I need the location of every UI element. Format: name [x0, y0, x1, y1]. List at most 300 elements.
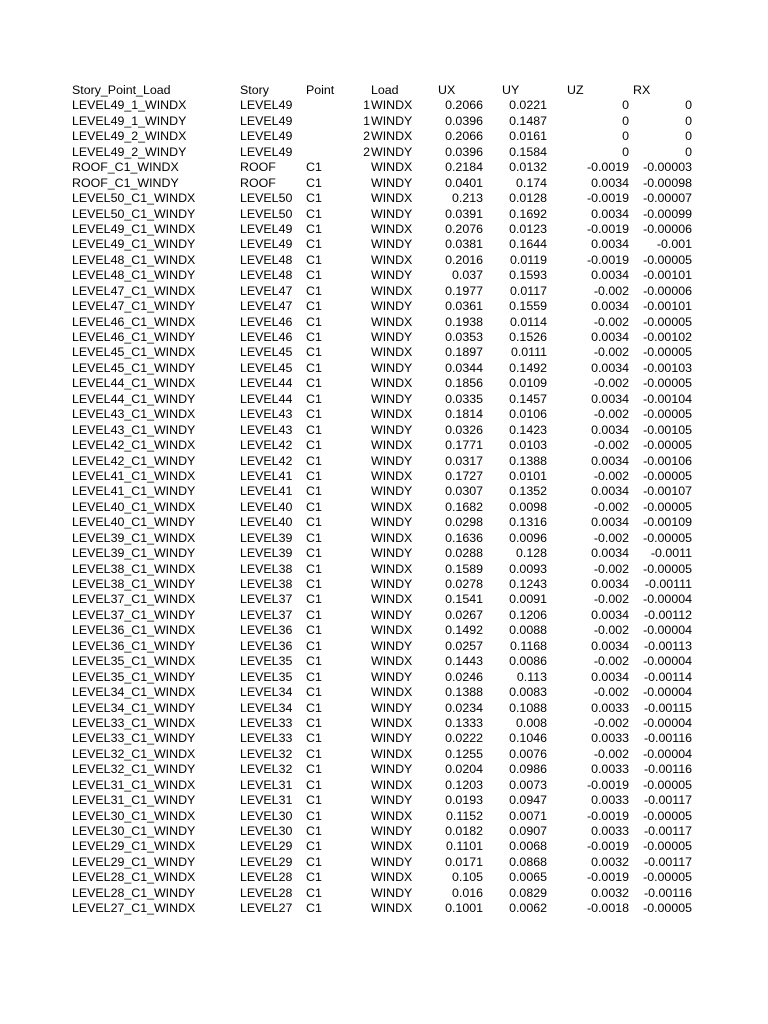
header-story: Story — [240, 83, 269, 97]
cell-load: WINDY — [371, 638, 413, 653]
cell-load: WINDY — [371, 793, 413, 808]
cell-story-point-load: LEVEL30_C1_WINDY — [72, 824, 196, 838]
table-row — [0, 98, 768, 113]
cell-story: LEVEL45 — [240, 360, 293, 375]
cell-point: C1 — [306, 808, 322, 823]
cell-ux: 0.0335 — [445, 391, 483, 406]
cell-uz: 0.0034 — [591, 237, 629, 252]
cell-story-point-load: LEVEL34_C1_WINDX — [72, 685, 196, 700]
cell-load: WINDX — [371, 685, 413, 700]
cell-ux: 0.1255 — [445, 746, 483, 761]
cell-load: WINDY — [371, 453, 413, 468]
cell-ux: 0.1589 — [445, 561, 483, 576]
cell-ux: 0.1152 — [446, 808, 483, 823]
cell-uz: 0 — [622, 144, 629, 159]
cell-uz: -0.002 — [593, 499, 629, 514]
cell-story: LEVEL34 — [240, 685, 293, 700]
cell-story-point-load: LEVEL41_C1_WINDX — [72, 468, 196, 483]
cell-load: WINDX — [371, 438, 413, 453]
cell-story: LEVEL44 — [240, 391, 293, 406]
cell-uz: -0.002 — [593, 623, 629, 638]
cell-uy: 0.0117 — [510, 283, 547, 298]
cell-story-point-load: LEVEL50_C1_WINDY — [72, 206, 196, 221]
cell-story-point-load: ROOF_C1_WINDX — [72, 160, 179, 175]
cell-load: WINDY — [371, 854, 413, 869]
cell-story-point-load: LEVEL40_C1_WINDX — [72, 499, 196, 514]
cell-load: WINDX — [371, 98, 413, 113]
table-row — [0, 701, 768, 716]
cell-uy: 0.0868 — [509, 854, 547, 869]
cell-story-point-load: LEVEL38_C1_WINDY — [72, 577, 196, 591]
cell-uy: 0.0073 — [509, 777, 547, 792]
cell-rx: -0.00005 — [643, 407, 692, 422]
table-row — [0, 639, 768, 654]
cell-story: LEVEL49 — [240, 237, 293, 252]
table-row — [0, 901, 768, 916]
cell-ux: 0.1443 — [445, 654, 483, 669]
cell-uz: 0.0034 — [591, 391, 629, 406]
cell-point: C1 — [306, 870, 322, 885]
table-row — [0, 793, 768, 808]
cell-story: LEVEL39 — [240, 546, 293, 561]
cell-point: C1 — [306, 546, 322, 561]
cell-load: WINDX — [371, 561, 413, 576]
cell-point: C1 — [306, 530, 322, 545]
cell-story: LEVEL30 — [240, 824, 293, 838]
cell-story: LEVEL45 — [240, 345, 293, 360]
cell-uy: 0.0083 — [509, 685, 547, 700]
cell-story: LEVEL49 — [240, 144, 293, 159]
cell-point: C1 — [306, 268, 322, 283]
cell-point: 1 — [363, 113, 370, 128]
cell-point: C1 — [306, 715, 322, 730]
cell-story: LEVEL29 — [240, 839, 293, 854]
cell-rx: -0.00005 — [643, 777, 692, 792]
cell-uy: 0.1206 — [509, 607, 547, 622]
table-row — [0, 592, 768, 607]
table-row — [0, 623, 768, 638]
cell-uy: 0.0132 — [509, 160, 547, 175]
cell-story: LEVEL38 — [240, 577, 293, 591]
cell-uy: 0.0829 — [509, 885, 547, 900]
cell-uz: 0.0034 — [591, 422, 629, 437]
cell-story-point-load: LEVEL36_C1_WINDY — [72, 638, 196, 653]
cell-uy: 0.1526 — [509, 330, 547, 344]
cell-load: WINDX — [371, 839, 413, 854]
cell-load: WINDY — [371, 268, 413, 283]
cell-point: C1 — [306, 777, 322, 792]
cell-ux: 0.0401 — [445, 175, 483, 190]
cell-story-point-load: LEVEL49_2_WINDY — [72, 144, 187, 159]
cell-ux: 0.0391 — [445, 206, 483, 221]
cell-load: WINDY — [371, 422, 413, 437]
cell-load: WINDY — [371, 206, 413, 221]
cell-uy: 0.0071 — [509, 808, 547, 823]
cell-load: WINDX — [371, 252, 413, 267]
cell-story-point-load: LEVEL34_C1_WINDY — [72, 700, 196, 715]
cell-load: WINDY — [371, 237, 413, 252]
cell-story-point-load: LEVEL39_C1_WINDX — [72, 530, 196, 545]
cell-uz: -0.002 — [593, 592, 629, 607]
cell-story-point-load: LEVEL38_C1_WINDX — [72, 561, 196, 576]
cell-uz: 0.0034 — [591, 330, 629, 344]
cell-ux: 0.2016 — [445, 252, 483, 267]
cell-load: WINDX — [371, 530, 413, 545]
cell-load: WINDX — [371, 777, 413, 792]
cell-rx: 0 — [685, 98, 692, 113]
cell-uz: -0.0019 — [586, 191, 629, 206]
cell-ux: 0.2076 — [445, 221, 483, 236]
cell-uz: -0.002 — [593, 654, 629, 669]
table-row — [0, 685, 768, 700]
cell-load: WINDX — [371, 623, 413, 638]
table-row — [0, 731, 768, 746]
cell-uy: 0.1168 — [510, 638, 547, 653]
table-row — [0, 345, 768, 360]
cell-story: LEVEL29 — [240, 854, 293, 869]
cell-story-point-load: LEVEL49_1_WINDY — [72, 113, 187, 128]
header-uz: UZ — [567, 83, 584, 97]
cell-uy: 0.0076 — [509, 746, 547, 761]
table-row — [0, 546, 768, 561]
table-row — [0, 716, 768, 731]
cell-story: LEVEL41 — [240, 468, 293, 483]
cell-point: C1 — [306, 453, 322, 468]
cell-load: WINDY — [371, 824, 413, 838]
cell-point: C1 — [306, 577, 322, 591]
cell-point: C1 — [306, 901, 322, 916]
cell-point: C1 — [306, 422, 322, 437]
cell-story-point-load: LEVEL28_C1_WINDX — [72, 870, 196, 885]
cell-ux: 0.1541 — [445, 592, 483, 607]
cell-load: WINDX — [371, 654, 413, 669]
cell-uy: 0.008 — [515, 715, 547, 730]
cell-story-point-load: LEVEL33_C1_WINDY — [72, 731, 196, 746]
table-row — [0, 299, 768, 314]
cell-uz: 0.0034 — [591, 268, 629, 283]
cell-story: LEVEL42 — [240, 438, 293, 453]
cell-uz: 0.0032 — [591, 885, 629, 900]
cell-uz: 0.0034 — [591, 607, 629, 622]
table-row — [0, 839, 768, 854]
cell-load: WINDY — [371, 607, 413, 622]
cell-uz: -0.002 — [593, 715, 629, 730]
cell-uy: 0.0106 — [509, 407, 547, 422]
cell-ux: 0.1203 — [445, 777, 483, 792]
cell-rx: -0.00104 — [643, 391, 692, 406]
cell-rx: -0.00116 — [644, 731, 692, 746]
table-row — [0, 762, 768, 777]
cell-uy: 0.1388 — [509, 453, 547, 468]
cell-ux: 0.0204 — [445, 762, 483, 777]
cell-uz: 0.0034 — [591, 206, 629, 221]
cell-point: C1 — [306, 299, 322, 314]
cell-rx: -0.00004 — [643, 592, 692, 607]
table-row — [0, 824, 768, 839]
table-row — [0, 237, 768, 252]
cell-ux: 0.0278 — [445, 577, 483, 591]
cell-uz: 0.0034 — [591, 638, 629, 653]
cell-story-point-load: LEVEL44_C1_WINDX — [72, 376, 196, 391]
cell-point: C1 — [306, 623, 322, 638]
header-ux: UX — [438, 83, 456, 97]
table-row — [0, 315, 768, 330]
cell-ux: 0.0307 — [445, 484, 483, 499]
cell-rx: -0.00101 — [643, 268, 692, 283]
cell-load: WINDY — [371, 762, 413, 777]
cell-rx: -0.00004 — [643, 746, 692, 761]
cell-story-point-load: LEVEL39_C1_WINDY — [72, 546, 196, 561]
cell-rx: -0.00116 — [644, 762, 692, 777]
cell-ux: 0.0267 — [445, 607, 483, 622]
table-row — [0, 809, 768, 824]
cell-load: WINDX — [371, 283, 413, 298]
cell-story-point-load: LEVEL48_C1_WINDX — [72, 252, 196, 267]
cell-uz: 0.0033 — [591, 793, 629, 808]
cell-rx: -0.00103 — [643, 360, 692, 375]
cell-uy: 0.0907 — [509, 824, 547, 838]
cell-point: C1 — [306, 746, 322, 761]
cell-uz: 0 — [622, 113, 629, 128]
cell-story-point-load: LEVEL42_C1_WINDY — [72, 453, 196, 468]
cell-story-point-load: LEVEL29_C1_WINDY — [72, 854, 196, 869]
cell-story-point-load: LEVEL49_C1_WINDY — [72, 237, 196, 252]
cell-ux: 0.0344 — [445, 360, 483, 375]
cell-rx: -0.00005 — [643, 870, 692, 885]
cell-story: LEVEL27 — [240, 901, 293, 916]
cell-point: C1 — [306, 638, 322, 653]
cell-story: LEVEL32 — [240, 762, 293, 777]
cell-uz: -0.0018 — [586, 901, 629, 916]
cell-story: LEVEL43 — [240, 422, 293, 437]
cell-load: WINDX — [371, 221, 413, 236]
cell-rx: -0.00115 — [644, 700, 692, 715]
cell-uz: -0.0019 — [586, 870, 629, 885]
cell-story-point-load: LEVEL47_C1_WINDY — [72, 299, 196, 314]
cell-point: C1 — [306, 360, 322, 375]
cell-story: LEVEL30 — [240, 808, 293, 823]
cell-story-point-load: LEVEL37_C1_WINDX — [72, 592, 196, 607]
cell-rx: -0.0011 — [650, 546, 692, 561]
cell-story: ROOF — [240, 175, 276, 190]
cell-uy: 0.1644 — [509, 237, 547, 252]
cell-uy: 0.1487 — [509, 113, 547, 128]
cell-load: WINDX — [371, 901, 413, 916]
table-row — [0, 484, 768, 499]
cell-story-point-load: LEVEL37_C1_WINDY — [72, 607, 196, 622]
cell-ux: 0.0361 — [445, 299, 483, 314]
cell-rx: -0.00006 — [643, 283, 692, 298]
cell-uy: 0.0088 — [509, 623, 547, 638]
cell-story: LEVEL46 — [240, 314, 293, 329]
table-row — [0, 778, 768, 793]
cell-story-point-load: LEVEL35_C1_WINDX — [72, 654, 196, 669]
table-row — [0, 469, 768, 484]
table-row — [0, 222, 768, 237]
cell-story-point-load: LEVEL31_C1_WINDY — [72, 793, 196, 808]
cell-story-point-load: LEVEL28_C1_WINDY — [72, 885, 196, 900]
cell-uz: 0.0034 — [591, 546, 629, 561]
cell-uz: -0.002 — [593, 314, 629, 329]
cell-ux: 0.0234 — [445, 700, 483, 715]
header-row — [0, 83, 768, 98]
cell-ux: 0.1727 — [445, 468, 483, 483]
cell-rx: -0.00004 — [643, 623, 692, 638]
cell-uz: -0.0019 — [586, 808, 629, 823]
cell-point: 2 — [363, 144, 370, 159]
cell-story: LEVEL35 — [240, 654, 293, 669]
cell-story: LEVEL46 — [240, 330, 293, 344]
cell-ux: 0.1001 — [445, 901, 483, 916]
table-row — [0, 407, 768, 422]
cell-uz: 0 — [622, 98, 629, 113]
cell-load: WINDX — [371, 715, 413, 730]
cell-ux: 0.213 — [451, 191, 483, 206]
table-row — [0, 608, 768, 623]
cell-ux: 0.2184 — [445, 160, 483, 175]
cell-ux: 0.0317 — [445, 453, 483, 468]
cell-load: WINDY — [371, 515, 413, 530]
cell-story: LEVEL47 — [240, 299, 293, 314]
cell-uz: 0.0034 — [591, 515, 629, 530]
cell-load: WINDX — [371, 499, 413, 514]
cell-rx: -0.00101 — [643, 299, 692, 314]
cell-rx: 0 — [685, 129, 692, 144]
cell-load: WINDX — [371, 376, 413, 391]
header-point: Point — [306, 83, 335, 97]
cell-point: C1 — [306, 376, 322, 391]
cell-ux: 0.0193 — [445, 793, 483, 808]
cell-load: WINDY — [371, 885, 413, 900]
cell-uy: 0.0947 — [509, 793, 547, 808]
cell-uz: -0.002 — [593, 468, 629, 483]
cell-uz: 0.0033 — [591, 824, 629, 838]
cell-uy: 0.1423 — [509, 422, 547, 437]
cell-load: WINDX — [371, 314, 413, 329]
table-row — [0, 870, 768, 885]
cell-uy: 0.0221 — [509, 98, 547, 113]
cell-rx: -0.00005 — [643, 345, 692, 360]
cell-ux: 0.2066 — [445, 129, 483, 144]
cell-uy: 0.0128 — [509, 191, 547, 206]
cell-story-point-load: LEVEL46_C1_WINDY — [72, 330, 196, 344]
table-row — [0, 531, 768, 546]
cell-story: LEVEL28 — [240, 885, 293, 900]
table-row — [0, 268, 768, 283]
cell-story: LEVEL42 — [240, 453, 293, 468]
cell-load: WINDX — [371, 746, 413, 761]
table-row — [0, 129, 768, 144]
cell-uy: 0.0093 — [509, 561, 547, 576]
cell-uy: 0.0123 — [509, 221, 547, 236]
cell-uy: 0.0119 — [510, 252, 547, 267]
cell-ux: 0.0396 — [445, 144, 483, 159]
cell-rx: -0.00004 — [643, 654, 692, 669]
cell-uz: -0.002 — [593, 407, 629, 422]
cell-story: LEVEL36 — [240, 623, 293, 638]
cell-story: LEVEL48 — [240, 252, 293, 267]
cell-story-point-load: LEVEL49_2_WINDX — [72, 129, 187, 144]
cell-story-point-load: LEVEL45_C1_WINDX — [72, 345, 196, 360]
cell-ux: 0.016 — [451, 885, 483, 900]
cell-story-point-load: LEVEL33_C1_WINDX — [72, 715, 196, 730]
table-row — [0, 114, 768, 129]
cell-story-point-load: LEVEL30_C1_WINDX — [72, 808, 196, 823]
cell-story-point-load: LEVEL32_C1_WINDY — [72, 762, 196, 777]
table-row — [0, 577, 768, 592]
cell-load: WINDY — [371, 360, 413, 375]
cell-point: C1 — [306, 191, 322, 206]
cell-uy: 0.0103 — [509, 438, 547, 453]
table-row — [0, 500, 768, 515]
cell-uy: 0.128 — [515, 546, 547, 561]
cell-load: WINDX — [371, 345, 413, 360]
cell-load: WINDX — [371, 808, 413, 823]
cell-uy: 0.1692 — [509, 206, 547, 221]
cell-story: LEVEL49 — [240, 98, 293, 113]
cell-uz: 0 — [622, 129, 629, 144]
cell-uz: -0.002 — [593, 283, 629, 298]
cell-point: C1 — [306, 700, 322, 715]
cell-rx: -0.00006 — [643, 221, 692, 236]
cell-ux: 0.0171 — [445, 854, 483, 869]
table-row — [0, 454, 768, 469]
table-row — [0, 361, 768, 376]
cell-story-point-load: ROOF_C1_WINDY — [72, 175, 179, 190]
cell-uz: 0.0034 — [591, 577, 629, 591]
table-row — [0, 191, 768, 206]
table-row — [0, 376, 768, 391]
cell-load: WINDX — [371, 870, 413, 885]
cell-uy: 0.1584 — [509, 144, 547, 159]
cell-ux: 0.1636 — [445, 530, 483, 545]
cell-point: C1 — [306, 824, 322, 838]
cell-story-point-load: LEVEL31_C1_WINDX — [72, 777, 196, 792]
cell-uz: 0.0034 — [591, 484, 629, 499]
cell-story-point-load: LEVEL36_C1_WINDX — [72, 623, 196, 638]
cell-story-point-load: LEVEL41_C1_WINDY — [72, 484, 196, 499]
cell-ux: 0.1682 — [445, 499, 483, 514]
cell-story: LEVEL34 — [240, 700, 293, 715]
table-row — [0, 747, 768, 762]
cell-point: C1 — [306, 607, 322, 622]
cell-story-point-load: LEVEL42_C1_WINDX — [72, 438, 196, 453]
cell-rx: -0.00112 — [644, 607, 692, 622]
cell-load: WINDY — [371, 144, 413, 159]
cell-load: WINDX — [371, 160, 413, 175]
cell-point: 2 — [363, 129, 370, 144]
cell-story: LEVEL35 — [240, 669, 293, 684]
cell-rx: -0.00105 — [643, 422, 692, 437]
cell-ux: 0.2066 — [445, 98, 483, 113]
cell-uy: 0.0062 — [509, 901, 547, 916]
cell-ux: 0.0396 — [445, 113, 483, 128]
cell-story-point-load: LEVEL45_C1_WINDY — [72, 360, 196, 375]
cell-load: WINDY — [371, 299, 413, 314]
table-row — [0, 330, 768, 345]
cell-point: C1 — [306, 592, 322, 607]
cell-story: LEVEL47 — [240, 283, 293, 298]
cell-uz: 0.0034 — [591, 175, 629, 190]
cell-story: LEVEL49 — [240, 113, 293, 128]
cell-rx: 0 — [685, 113, 692, 128]
cell-rx: -0.00005 — [643, 901, 692, 916]
cell-point: C1 — [306, 885, 322, 900]
cell-uy: 0.0161 — [509, 129, 547, 144]
cell-story: LEVEL38 — [240, 561, 293, 576]
table-row — [0, 253, 768, 268]
cell-story: LEVEL40 — [240, 515, 293, 530]
